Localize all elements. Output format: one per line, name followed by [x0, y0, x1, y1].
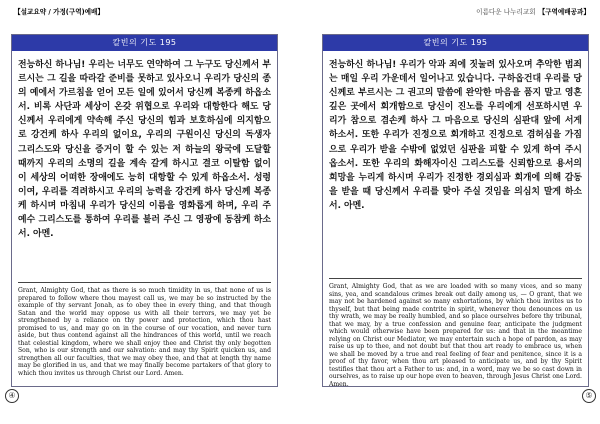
korean-prayer-text: 전능하신 하나님! 우리는 너무도 연약하여 그 누구도 당신께서 부르시는 그 길을 따라갈 준비를 못하고 있사오니 우리가 당신의 종의 예에서 가르침을 얻어 모든 일에 있어서 당신께 복종케 하옵소서. 비록 사단과 세상이 온갖 위협으로 우리와 대항한다 해도 당신께서 우리에게 약속해 주신 당신의 힘과 보호하심에 의지함으로 강건케 하사 우리의 없이요, 우리의 구원이신 당신의 독생자 그리스도와 당신을 증거이 할 수 있는 저 하늘의 왕국에 도달할 때까지 우리의 소명의 길을 계속 갈게 하시고 결코 이탈함 없이 이 세상의 어떠한 장애에도 능히 대항할 수 있게 하옵소서. 성령이여, 우리를 격려하시고 우리의 능력을 강건케 하사 당신께 복종케 하시며 마침내 우리가 당신의 이름을 영화롭게 하며, 우리 주 예수 그리스도를 통하여 우리를 불러 주신 그 영광에 동참케 하소서. 아멘. — [18, 60, 271, 240]
korean-prayer-text: 전능하신 하나님! 우리가 악과 죄에 짓눌려 있사오며 추악한 범죄는 매일 우리 가운데서 일어나고 있습니다. 구하옵건대 우리를 당신께로 부르시는 그 권고의 말씀에 완악한 마음을 품지 말고 영혼 깊은 곳에서 회개함으로 당신이 진노를 우리에게 선포하시면 우리가 참으로 겸손케 하사 그 마음으로 당신의 심판대 앞에 서게 하소서. 또한 우리가 진정으로 회개하고 진정으로 겸허심을 가짐으로 우리가 받을 수밖에 없었던 심판을 피할 수 있게 하여 주시옵소서. 또한 우리의 화해자이신 그리스도를 신뢰함으로 용서의 희망을 누리게 하시며 우리가 진정한 경외심과 회개에 의해 감동을 받을 때 당신께서 우리를 맞아 주실 것임을 의심치 말게 하소서. 아멘. — [329, 60, 582, 211]
page-number-left: ④ — [5, 389, 19, 403]
page-right — [322, 34, 589, 387]
divider — [18, 282, 271, 283]
page-number-right: ⑤ — [582, 389, 596, 403]
divider — [329, 278, 582, 279]
header-right-label: 【구역예배공과】 — [538, 8, 590, 16]
prayer-title: 칼빈의 기도 195 — [323, 35, 588, 51]
church-name: 이름다운 나누리교회 — [476, 8, 536, 16]
english-prayer-text: Grant, Almighty God, that as we are loaded with so many vices, and so many sins, yea, and scandalous crimes break out daily among us, — O grant, that we may not be hardened against so many exhortations, by which thou invites us to thyself, but that being made contrite in spirit, whenever thou denounces on us thy wrath, we may be really humbled, and so place ourselves before thy tribunal, that we may, by a true confession and genuine fear, anticipate the judgment which would otherwise have been prepared for us: and that in the meantime relying on Christ our Mediator, we may entertain such a hope of pardon, as may raise us up to thee, and not doubt but that thou art ready to embrace us, when we shall be moved by a true and real feeling of fear and penitence, since it is a proof of thy favor, when thou art pleased to anticipate us, and by thy Spirit testifies that thou art a Father to us: and, in a word, may we be so cast down in ourselves, as to raise up our hope even to heaven, through Jesus Christ one Lord. Amen. — [329, 283, 582, 388]
prayer-title: 칼빈의 기도 195 — [12, 35, 277, 51]
header-left: 【설교요약 / 가정(구역)예배】 — [14, 8, 104, 16]
header-right — [476, 6, 590, 16]
page-left — [11, 34, 278, 387]
english-prayer-text: Grant, Almighty God, that as there is so much timidity in us, that none of us is prepared to follow where thou mayest call us, we may be so instructed by the example of thy servant Jonah, as to obey thee in every thing, and that though Satan and the world may oppose us with all their terrors, we may yet be strengthened by a reliance on thy power and protection, which thou hast promised to us, and may go on in the course of our vocation, and never turn aside, but thus contend against all the hindrances of this world, until we reach that celestial kingdom, where we shall enjoy thee and Christ thy only begotten Son, who is our strength and our salvation: and may thy Spirit quicken us, and strengthen all our faculties, that we may obey thee, and that at length thy name may be glorified in us, and that we may finally become partakers of that glory to which thou invites us through Christ our Lord. Amen. — [18, 287, 271, 377]
